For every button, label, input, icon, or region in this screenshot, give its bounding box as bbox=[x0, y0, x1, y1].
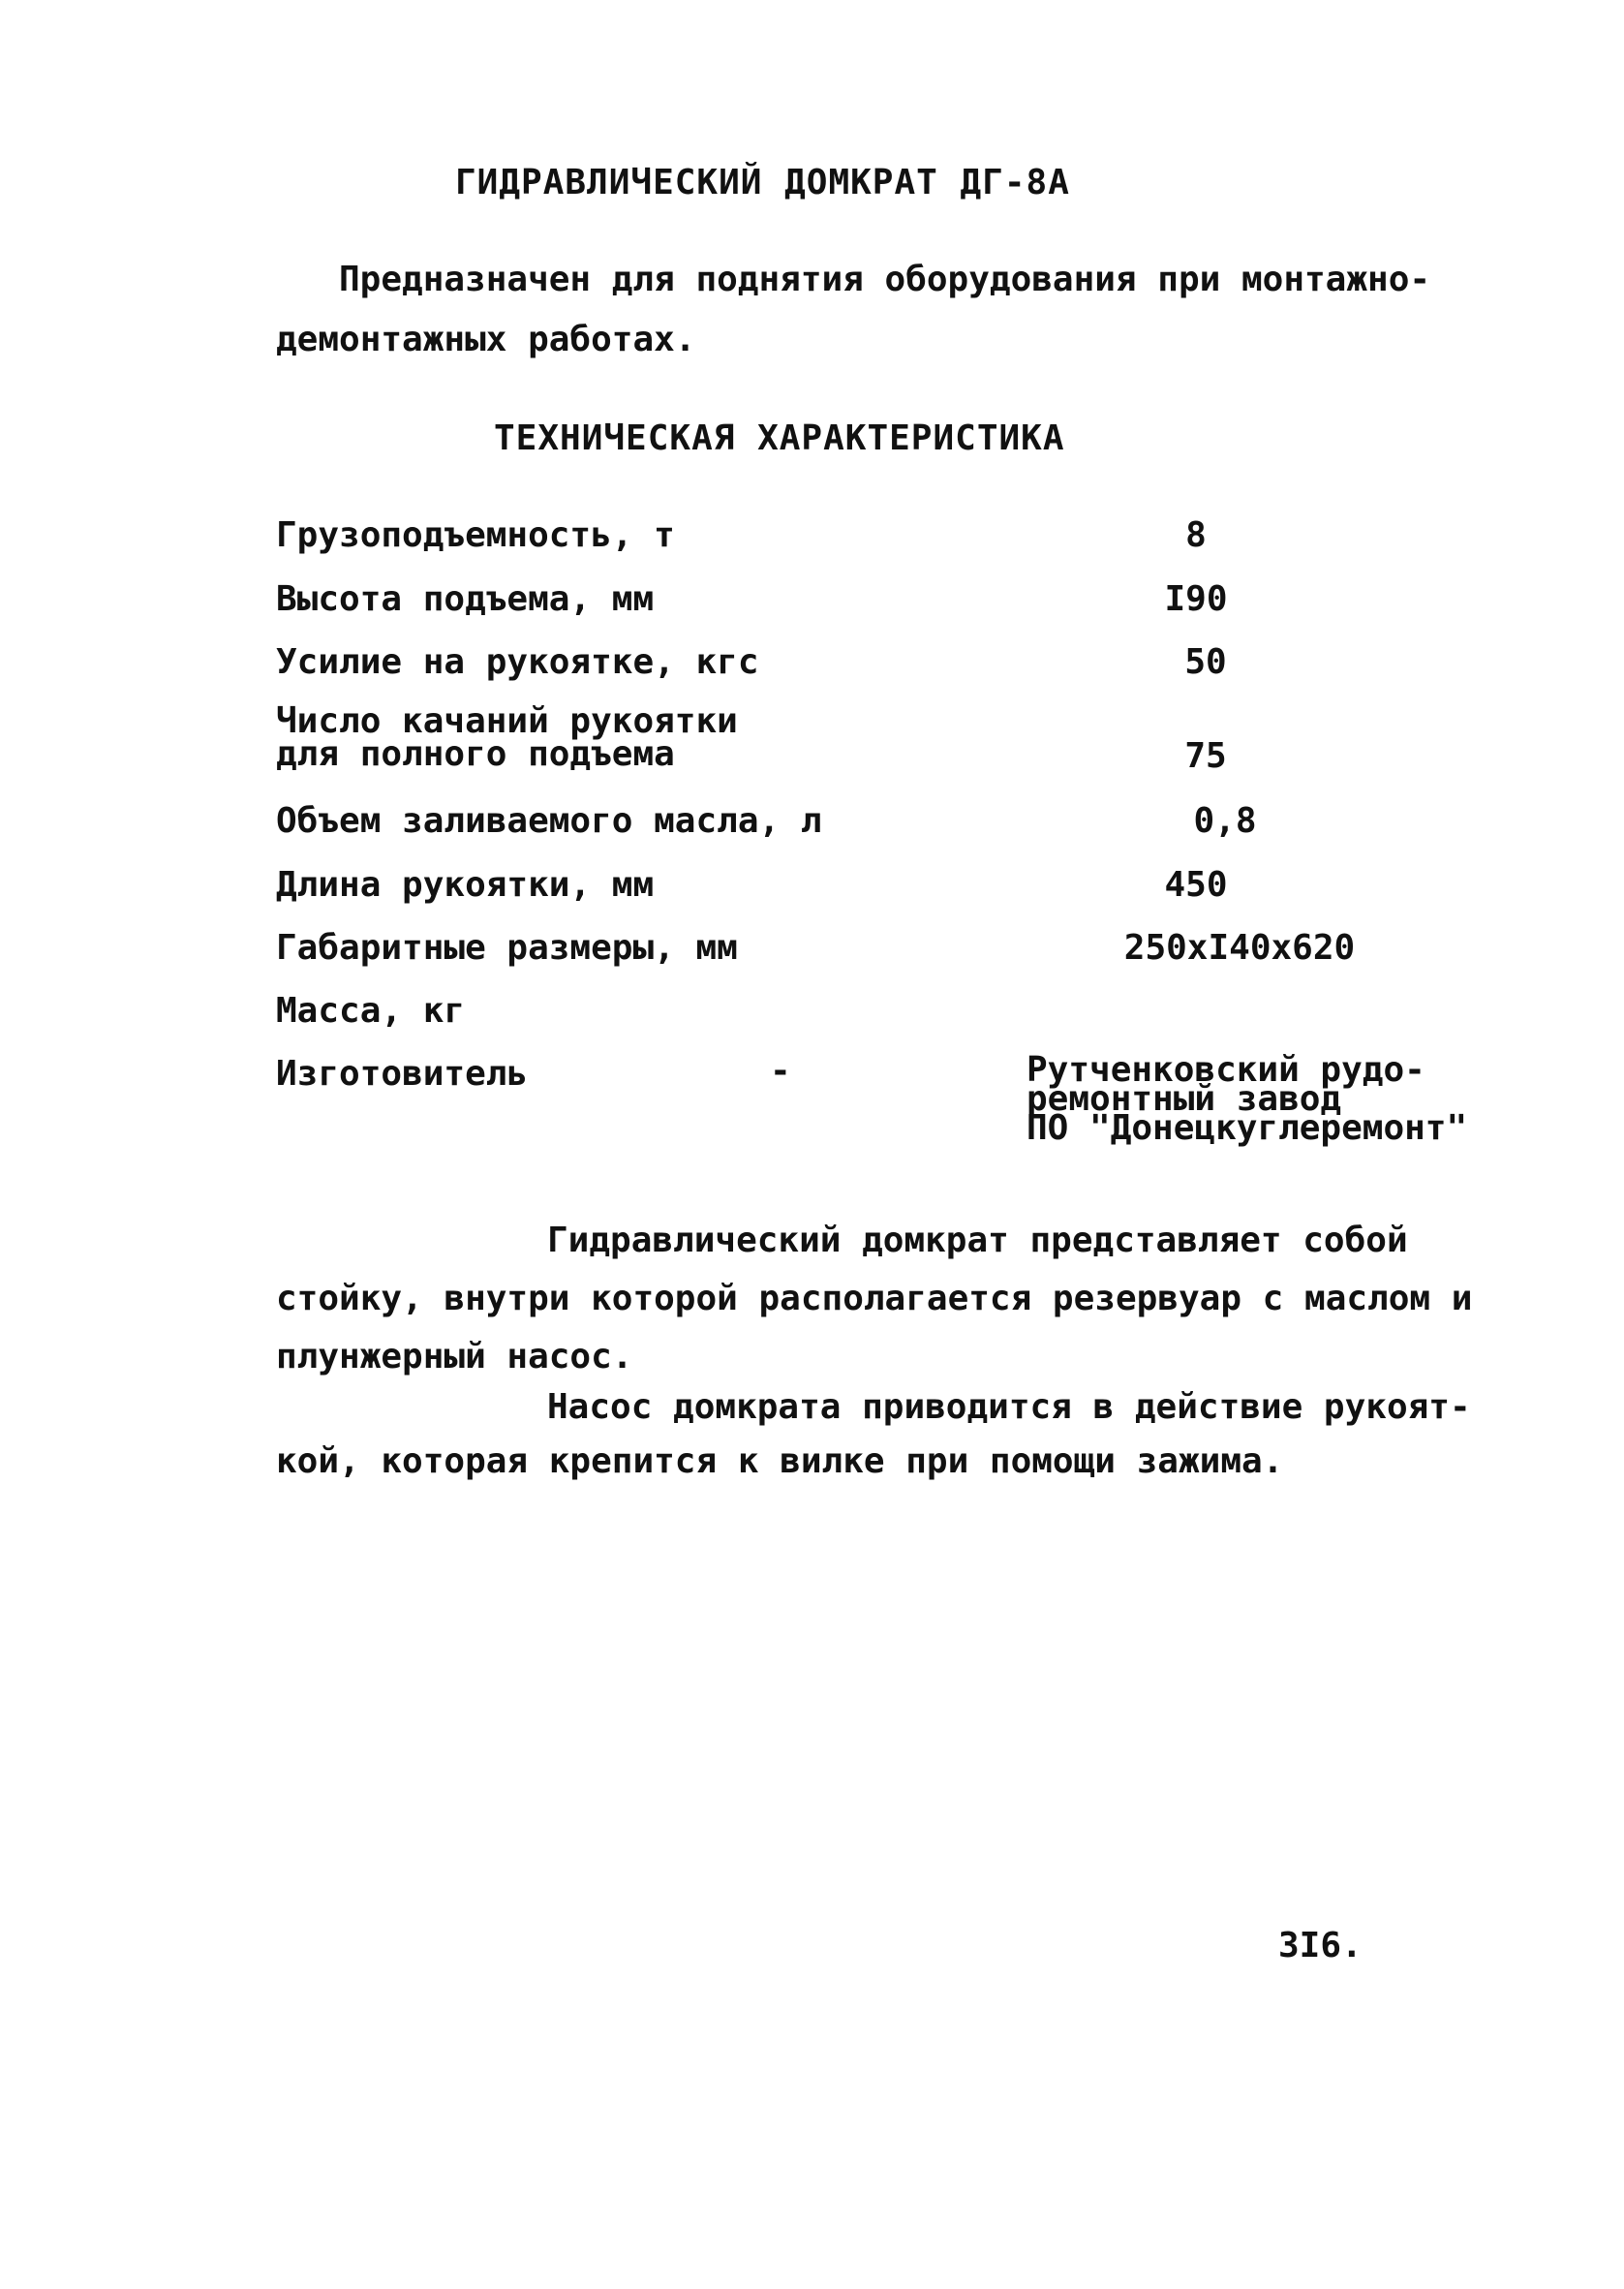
intro-line-2: демонтажных работах. bbox=[276, 320, 696, 359]
section-title: ТЕХНИЧЕСКАЯ ХАРАКТЕРИСТИКА bbox=[494, 418, 1065, 458]
spec-label-dimensions: Габаритные размеры, мм bbox=[276, 928, 738, 968]
spec-value-handle-length: 450 bbox=[1164, 865, 1228, 905]
document-title: ГИДРАВЛИЧЕСКИЙ ДОМКРАТ ДГ-8А bbox=[455, 163, 1070, 202]
spec-label-handle-force: Усилие на рукоятке, кгс bbox=[276, 642, 759, 682]
manufacturer-line-3: ПО "Донецкуглеремонт" bbox=[1026, 1108, 1468, 1148]
spec-label-strokes-line1: Число качаний рукоятки bbox=[276, 701, 738, 741]
spec-value-dimensions: 250xI40x620 bbox=[1123, 928, 1356, 968]
spec-label-strokes-line2: для полного подъема bbox=[276, 734, 675, 774]
spec-label-handle-length: Длина рукоятки, мм bbox=[276, 865, 655, 905]
page-number: 3I6. bbox=[1278, 1926, 1363, 1965]
description-p1-line1: Гидравлический домкрат представляет собой bbox=[547, 1221, 1408, 1260]
spec-value-capacity: 8 bbox=[1185, 515, 1207, 555]
manufacturer-label: Изготовитель bbox=[276, 1054, 529, 1094]
spec-label-strokes bbox=[276, 701, 738, 774]
manufacturer-value bbox=[1026, 1050, 1468, 1148]
manufacturer-dash: - bbox=[770, 1051, 791, 1091]
spec-value-handle-force: 50 bbox=[1184, 642, 1227, 682]
spec-label-lift-height: Высота подъема, мм bbox=[276, 579, 655, 619]
intro-line-1: Предназначен для поднятия оборудования при монтажно- bbox=[339, 260, 1431, 299]
description-p1-line3: плунжерный насос. bbox=[276, 1337, 633, 1376]
manufacturer-line-1: Рутченковский рудо- bbox=[1026, 1050, 1425, 1090]
spec-value-strokes: 75 bbox=[1184, 736, 1227, 776]
spec-value-lift-height: I90 bbox=[1164, 579, 1228, 619]
description-p1-line2: стойку, внутри которой располагается резервуар с маслом и bbox=[276, 1279, 1473, 1318]
description-p2-line1: Насос домкрата приводится в действие рукоят- bbox=[547, 1387, 1471, 1427]
description-p2-line2: кой, которая крепится к вилке при помощи зажима. bbox=[276, 1441, 1284, 1481]
spec-label-mass: Масса, кг bbox=[276, 991, 466, 1031]
manufacturer-line-2: ремонтный завод bbox=[1026, 1079, 1342, 1119]
spec-value-oil-volume: 0,8 bbox=[1193, 801, 1257, 841]
spec-label-capacity: Грузоподъемность, т bbox=[276, 515, 675, 555]
spec-label-oil-volume: Объем заливаемого масла, л bbox=[276, 801, 822, 841]
